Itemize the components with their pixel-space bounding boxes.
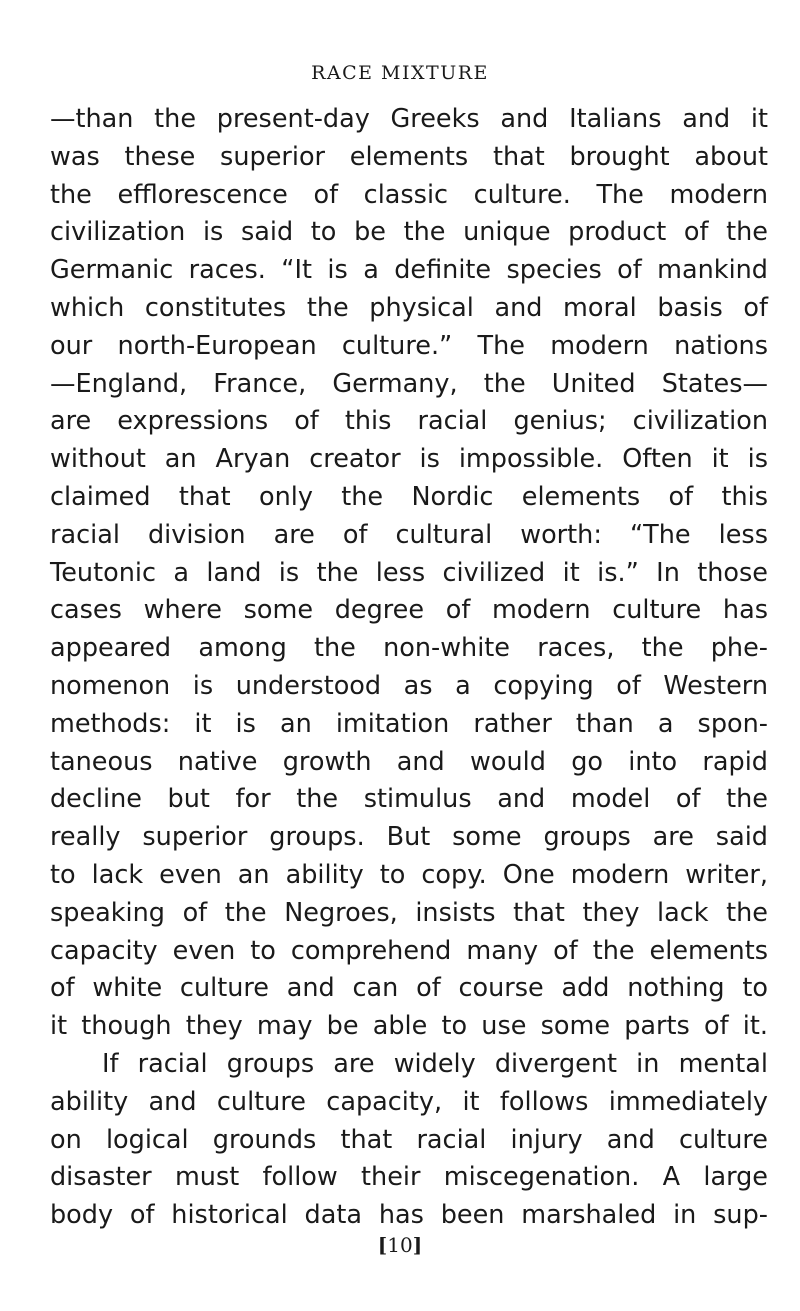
text-line: cases where some degree of modern culture has [50,595,768,626]
text-line-paragraph-start: If racial groups are widely divergent in mental [102,1048,768,1079]
page-number-bracket-open: [ [377,1233,388,1257]
text-line: to lack even an ability to copy. One modern writer, [50,859,768,890]
text-line: our north-European culture.” The modern nations [50,330,768,361]
page-number-value: 10 [387,1233,413,1257]
text-line: really superior groups. But some groups are said [50,822,768,853]
text-line: nomenon is understood as a copying of Western [50,670,768,701]
text-line: Teutonic a land is the less civilized it is.” In those [50,557,768,588]
page-number [0,1233,800,1257]
text-line: Germanic races. “It is a definite species of mankind [50,255,768,286]
page-number-bracket-close: ] [412,1233,423,1257]
body-text [50,101,768,1235]
running-head: RACE MIXTURE [311,62,489,84]
text-line: of white culture and can of course add nothing to [50,973,768,1004]
text-line: which constitutes the physical and moral basis of [50,292,768,323]
text-line: —England, France, Germany, the United States— [50,368,768,399]
text-line: appeared among the non-white races, the phe- [50,633,768,664]
text-line: without an Aryan creator is impossible. Often it is [50,444,768,475]
text-line: are expressions of this racial genius; civilization [50,406,768,437]
text-line: decline but for the stimulus and model of the [50,784,768,815]
text-line: was these superior elements that brought about [50,141,768,172]
text-line: methods: it is an imitation rather than a spon- [50,708,768,739]
text-line: taneous native growth and would go into rapid [50,746,768,777]
text-line: claimed that only the Nordic elements of this [50,481,768,512]
text-line: civilization is said to be the unique product of the [50,217,768,248]
text-line: —than the present-day Greeks and Italians and it [50,104,768,134]
text-line: body of historical data has been marshaled in sup- [50,1200,768,1231]
text-line: racial division are of cultural worth: “The less [50,519,768,550]
text-line: on logical grounds that racial injury and culture [50,1124,768,1155]
text-line: the efflorescence of classic culture. The modern [50,179,768,210]
text-line: ability and culture capacity, it follows immediately [50,1086,768,1117]
text-line: capacity even to comprehend many of the elements [50,935,768,966]
text-line: disaster must follow their miscegenation. A large [50,1162,768,1193]
text-line: speaking of the Negroes, insists that they lack the [50,897,768,928]
text-line: it though they may be able to use some parts of it. [50,1011,768,1042]
